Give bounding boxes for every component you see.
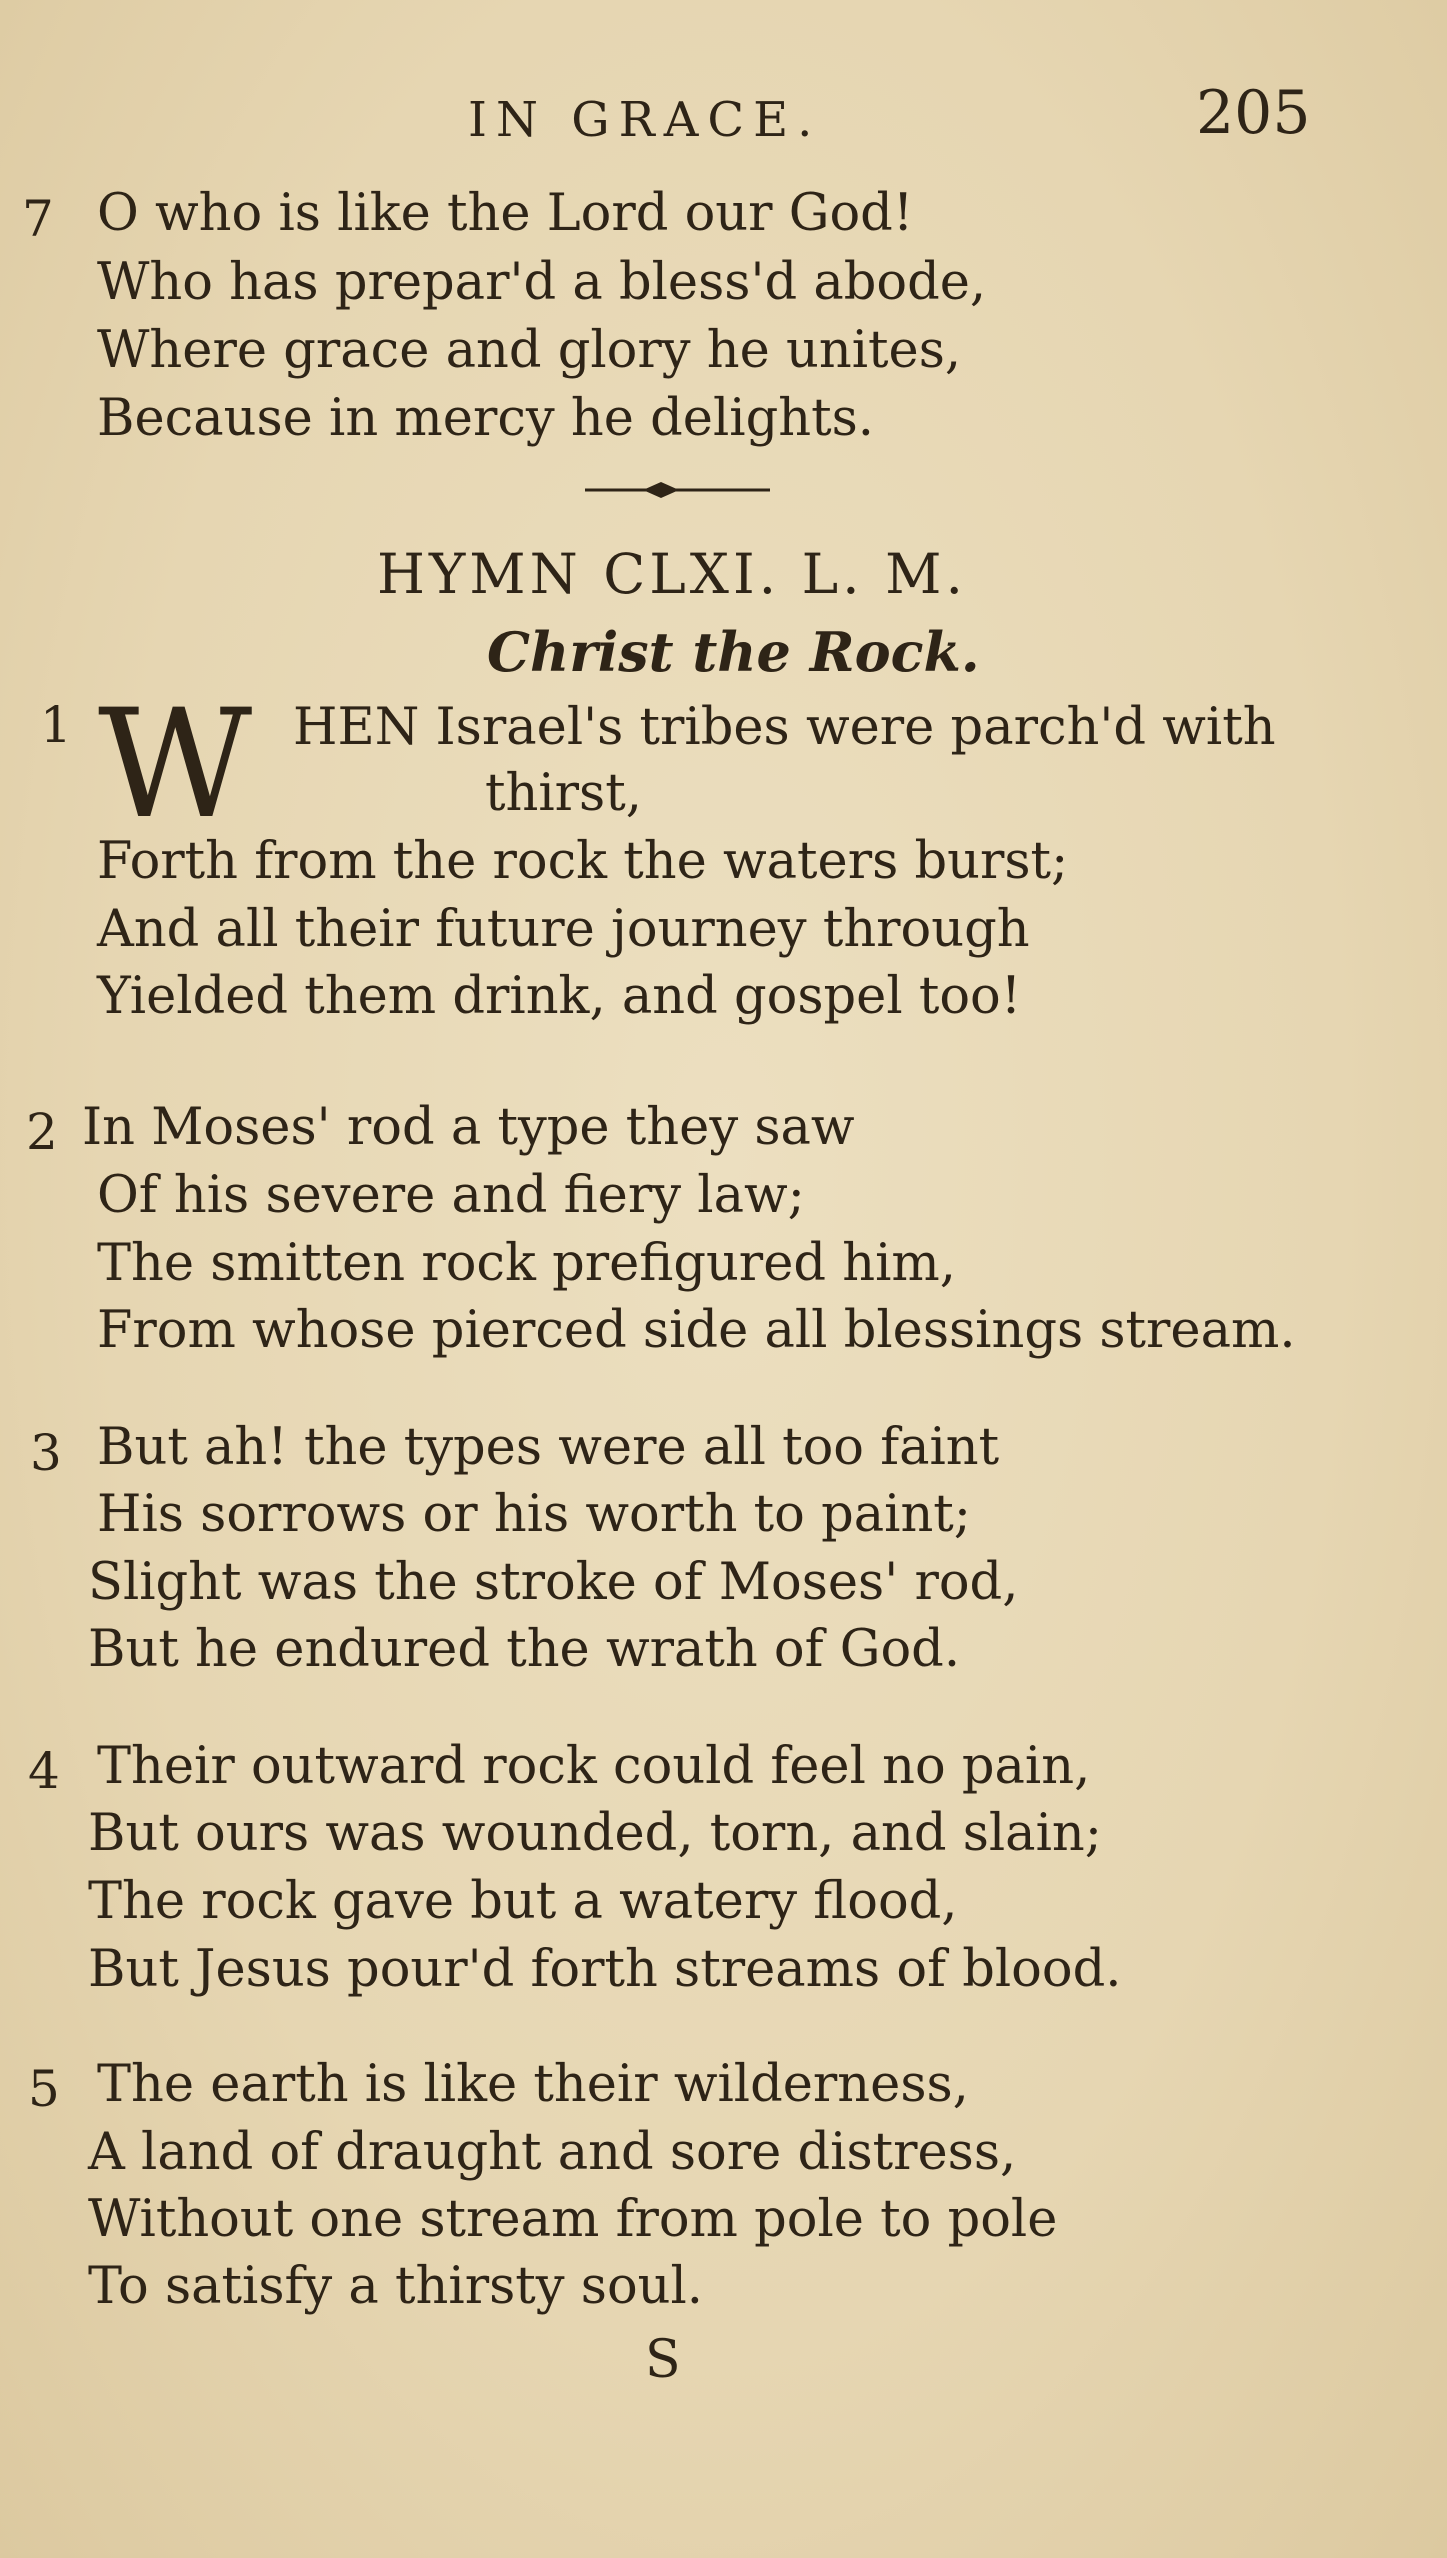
stanza-line: Slight was the stroke of Moses' rod, [88, 1553, 1019, 1612]
hymn-subtitle: Christ the Rock. [487, 620, 980, 684]
stanza-line: Where grace and glory he unites, [97, 321, 962, 380]
stanza-line: The rock gave but a watery flood, [88, 1872, 958, 1931]
stanza-line: Of his severe and fiery law; [97, 1166, 805, 1225]
stanza-line: Who has prepar'd a bless'd abode, [97, 253, 987, 312]
page-number: 205 [1196, 78, 1311, 148]
stanza-line: O who is like the Lord our God! [97, 184, 914, 243]
stanza-line: But he endured the wrath of God. [88, 1620, 961, 1679]
stanza-number: 1 [40, 696, 72, 754]
hymn-title: HYMN CLXI. L. M. [377, 542, 967, 606]
stanza-line: Without one stream from pole to pole [88, 2190, 1058, 2249]
stanza-line: A land of draught and sore distress, [88, 2123, 1017, 2182]
stanza-number: 5 [28, 2060, 60, 2118]
stanza-line: And all their future journey through [97, 900, 1030, 959]
stanza-line: Forth from the rock the waters burst; [97, 832, 1069, 891]
stanza-line: The smitten rock prefigured him, [97, 1234, 956, 1293]
stanza-line: But ah! the types were all too faint [97, 1418, 1000, 1477]
stanza-line: From whose pierced side all blessings stream. [97, 1301, 1296, 1360]
stanza-line: Yielded them drink, and gospel too! [97, 967, 1022, 1026]
stanza-line: Their outward rock could feel no pain, [97, 1737, 1091, 1796]
running-head: IN GRACE. [468, 92, 822, 148]
stanza-line: To satisfy a thirsty soul. [88, 2257, 704, 2316]
stanza-line: His sorrows or his worth to paint; [97, 1485, 971, 1544]
ornament-divider-icon [585, 480, 770, 500]
stanza-number: 4 [28, 1742, 60, 1800]
stanza-line: But ours was wounded, torn, and slain; [88, 1804, 1102, 1863]
stanza-line: The earth is like their wilderness, [97, 2055, 969, 2114]
drop-cap: W [98, 678, 253, 852]
stanza-number: 3 [30, 1424, 62, 1482]
stanza-line: But Jesus pour'd forth streams of blood. [88, 1940, 1122, 1999]
stanza-line: Because in mercy he delights. [97, 389, 874, 448]
stanza-number: 7 [22, 190, 54, 248]
stanza-line: HEN Israel's tribes were parch'd with [293, 698, 1276, 757]
signature-mark: S [645, 2330, 681, 2390]
stanza-number: 2 [26, 1103, 58, 1161]
stanza-line: In Moses' rod a type they saw [82, 1098, 855, 1157]
stanza-line: thirst, [485, 764, 642, 823]
